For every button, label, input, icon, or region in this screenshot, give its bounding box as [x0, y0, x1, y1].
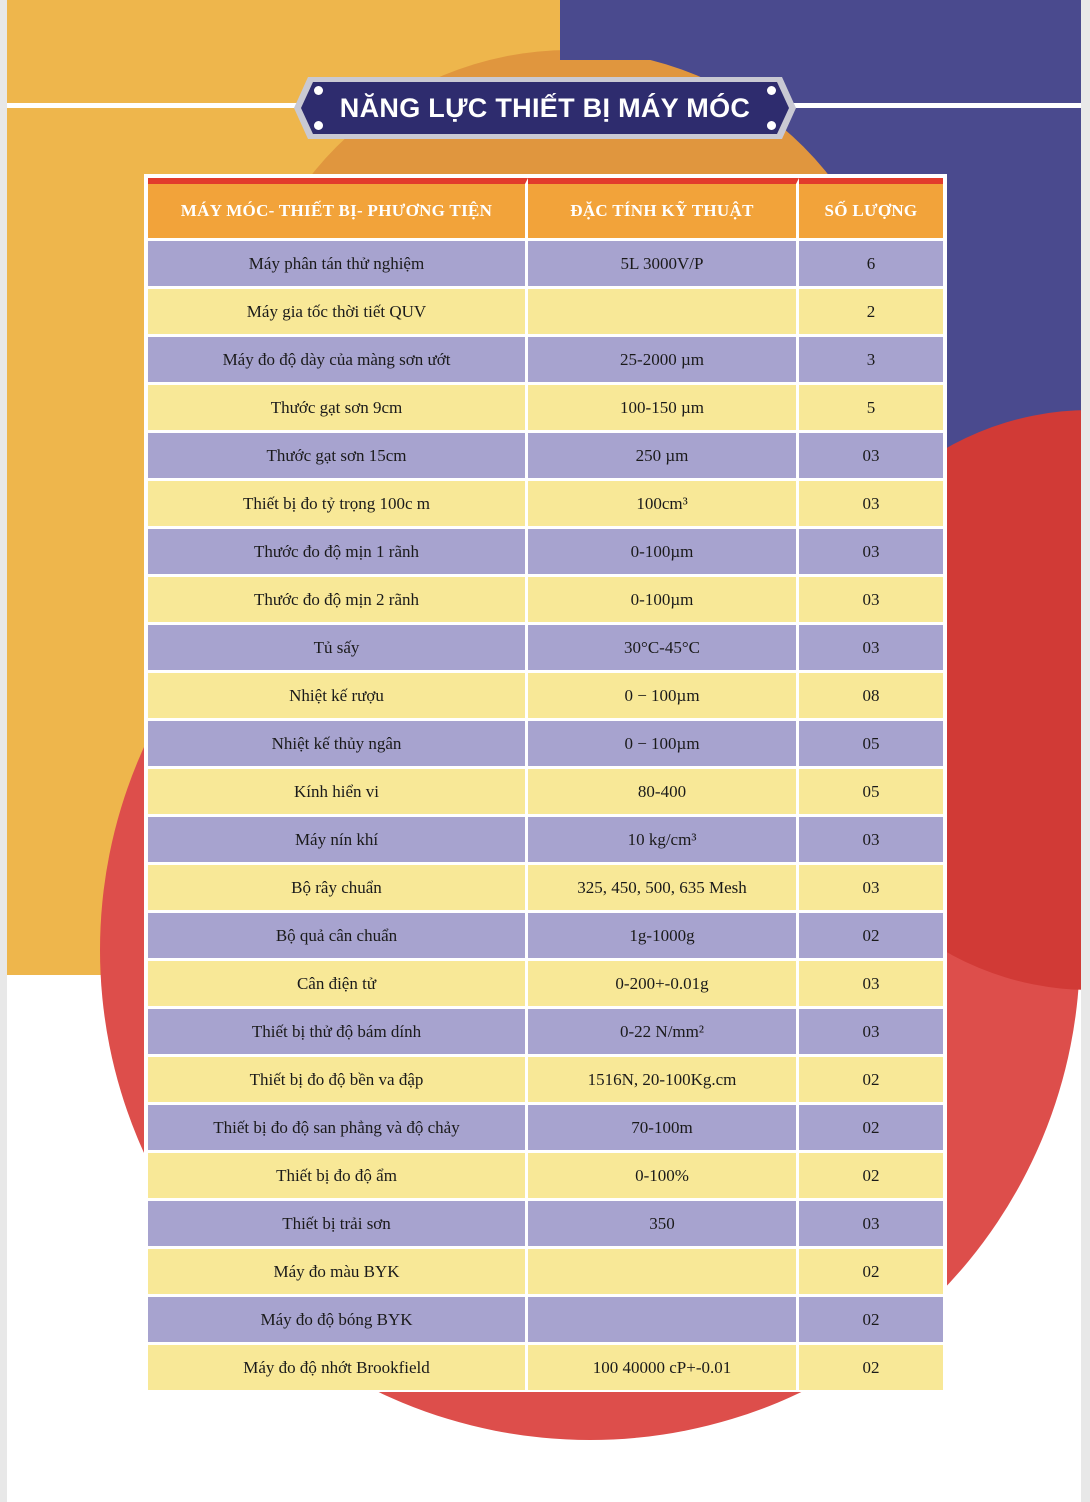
quantity-cell: 05: [799, 721, 943, 769]
equipment-table: [148, 178, 943, 1390]
table-row: [148, 865, 943, 913]
equipment-name-cell: Thiết bị đo độ san phẳng và độ chảy: [148, 1105, 528, 1153]
quantity-cell: 03: [799, 865, 943, 913]
quantity-cell: 02: [799, 1057, 943, 1105]
specification-cell: [528, 289, 799, 337]
table-row: [148, 1057, 943, 1105]
equipment-name-cell: Bộ quả cân chuẩn: [148, 913, 528, 961]
table-row: [148, 1105, 943, 1153]
quantity-cell: 03: [799, 577, 943, 625]
quantity-cell: 05: [799, 769, 943, 817]
header-specification: ĐẶC TÍNH KỸ THUẬT: [528, 178, 799, 241]
quantity-cell: 02: [799, 1105, 943, 1153]
equipment-name-cell: Thước đo độ mịn 1 rãnh: [148, 529, 528, 577]
quantity-cell: 08: [799, 673, 943, 721]
title-rule-right: [785, 103, 1081, 108]
table-row: [148, 673, 943, 721]
specification-cell: 0 − 100µm: [528, 721, 799, 769]
table-row: [148, 577, 943, 625]
table-row: [148, 625, 943, 673]
equipment-table-frame: [144, 174, 947, 1392]
quantity-cell: 5: [799, 385, 943, 433]
equipment-name-cell: Tủ sấy: [148, 625, 528, 673]
table-row: [148, 721, 943, 769]
quantity-cell: 03: [799, 433, 943, 481]
equipment-name-cell: Kính hiển vi: [148, 769, 528, 817]
equipment-name-cell: Thiết bị đo độ bền va đập: [148, 1057, 528, 1105]
table-row: [148, 1345, 943, 1390]
specification-cell: 10 kg/cm³: [528, 817, 799, 865]
equipment-name-cell: Máy phân tán thử nghiệm: [148, 241, 528, 289]
table-row: [148, 1153, 943, 1201]
specification-cell: [528, 1249, 799, 1297]
quantity-cell: 02: [799, 913, 943, 961]
table-row: [148, 433, 943, 481]
equipment-name-cell: Bộ rây chuẩn: [148, 865, 528, 913]
table-row: [148, 769, 943, 817]
equipment-name-cell: Thước gạt sơn 15cm: [148, 433, 528, 481]
table-row: [148, 241, 943, 289]
equipment-name-cell: Thước đo độ mịn 2 rãnh: [148, 577, 528, 625]
equipment-name-cell: Thiết bị thử độ bám dính: [148, 1009, 528, 1057]
specification-cell: 0-22 N/mm²: [528, 1009, 799, 1057]
quantity-cell: 03: [799, 481, 943, 529]
table-row: [148, 961, 943, 1009]
specification-cell: 0 − 100µm: [528, 673, 799, 721]
specification-cell: 0-200+-0.01g: [528, 961, 799, 1009]
specification-cell: 0-100%: [528, 1153, 799, 1201]
specification-cell: 100 40000 cP+-0.01: [528, 1345, 799, 1390]
specification-cell: 25-2000 µm: [528, 337, 799, 385]
quantity-cell: 03: [799, 817, 943, 865]
specification-cell: 80-400: [528, 769, 799, 817]
specification-cell: [528, 1297, 799, 1345]
quantity-cell: 2: [799, 289, 943, 337]
specification-cell: 100-150 µm: [528, 385, 799, 433]
equipment-name-cell: Máy đo độ dày của màng sơn ướt: [148, 337, 528, 385]
specification-cell: 1516N, 20-100Kg.cm: [528, 1057, 799, 1105]
specification-cell: 100cm³: [528, 481, 799, 529]
equipment-name-cell: Máy đo độ nhớt Brookfield: [148, 1345, 528, 1390]
header-equipment: MÁY MÓC- THIẾT BỊ- PHƯƠNG TIỆN: [148, 178, 528, 241]
equipment-name-cell: Nhiệt kế thủy ngân: [148, 721, 528, 769]
equipment-name-cell: Máy đo độ bóng BYK: [148, 1297, 528, 1345]
table-row: [148, 337, 943, 385]
quantity-cell: 03: [799, 961, 943, 1009]
quantity-cell: 3: [799, 337, 943, 385]
specification-cell: 5L 3000V/P: [528, 241, 799, 289]
table-row: [148, 1249, 943, 1297]
equipment-name-cell: Thiết bị đo tỷ trọng 100c m: [148, 481, 528, 529]
equipment-name-cell: Thiết bị đo độ ẩm: [148, 1153, 528, 1201]
page-edge-right: [1081, 0, 1090, 1502]
quantity-cell: 03: [799, 1009, 943, 1057]
specification-cell: 0-100µm: [528, 529, 799, 577]
title-rule-left: [7, 103, 307, 108]
equipment-name-cell: Máy gia tốc thời tiết QUV: [148, 289, 528, 337]
equipment-name-cell: Máy nín khí: [148, 817, 528, 865]
specification-cell: 0-100µm: [528, 577, 799, 625]
equipment-name-cell: Máy đo màu BYK: [148, 1249, 528, 1297]
quantity-cell: 02: [799, 1249, 943, 1297]
table-row: [148, 1009, 943, 1057]
quantity-cell: 6: [799, 241, 943, 289]
table-header-row: [148, 178, 943, 241]
table-row: [148, 817, 943, 865]
table-row: [148, 289, 943, 337]
table-row: [148, 385, 943, 433]
table-row: [148, 1297, 943, 1345]
quantity-cell: 02: [799, 1345, 943, 1390]
quantity-cell: 03: [799, 1201, 943, 1249]
table-row: [148, 1201, 943, 1249]
table-row: [148, 913, 943, 961]
equipment-name-cell: Nhiệt kế rượu: [148, 673, 528, 721]
quantity-cell: 02: [799, 1153, 943, 1201]
specification-cell: 30°C-45°C: [528, 625, 799, 673]
specification-cell: 70-100m: [528, 1105, 799, 1153]
specification-cell: 1g-1000g: [528, 913, 799, 961]
quantity-cell: 03: [799, 529, 943, 577]
header-quantity: SỐ LƯỢNG: [799, 178, 943, 241]
table-row: [148, 529, 943, 577]
title-banner: [294, 77, 796, 139]
quantity-cell: 02: [799, 1297, 943, 1345]
page-title: NĂNG LỰC THIẾT BỊ MÁY MÓC: [339, 92, 751, 123]
quantity-cell: 03: [799, 625, 943, 673]
table-row: [148, 481, 943, 529]
page-edge-left: [0, 0, 7, 1502]
specification-cell: 325, 450, 500, 635 Mesh: [528, 865, 799, 913]
equipment-name-cell: Thước gạt sơn 9cm: [148, 385, 528, 433]
equipment-name-cell: Cân điện tử: [148, 961, 528, 1009]
specification-cell: 250 µm: [528, 433, 799, 481]
equipment-name-cell: Thiết bị trải sơn: [148, 1201, 528, 1249]
specification-cell: 350: [528, 1201, 799, 1249]
